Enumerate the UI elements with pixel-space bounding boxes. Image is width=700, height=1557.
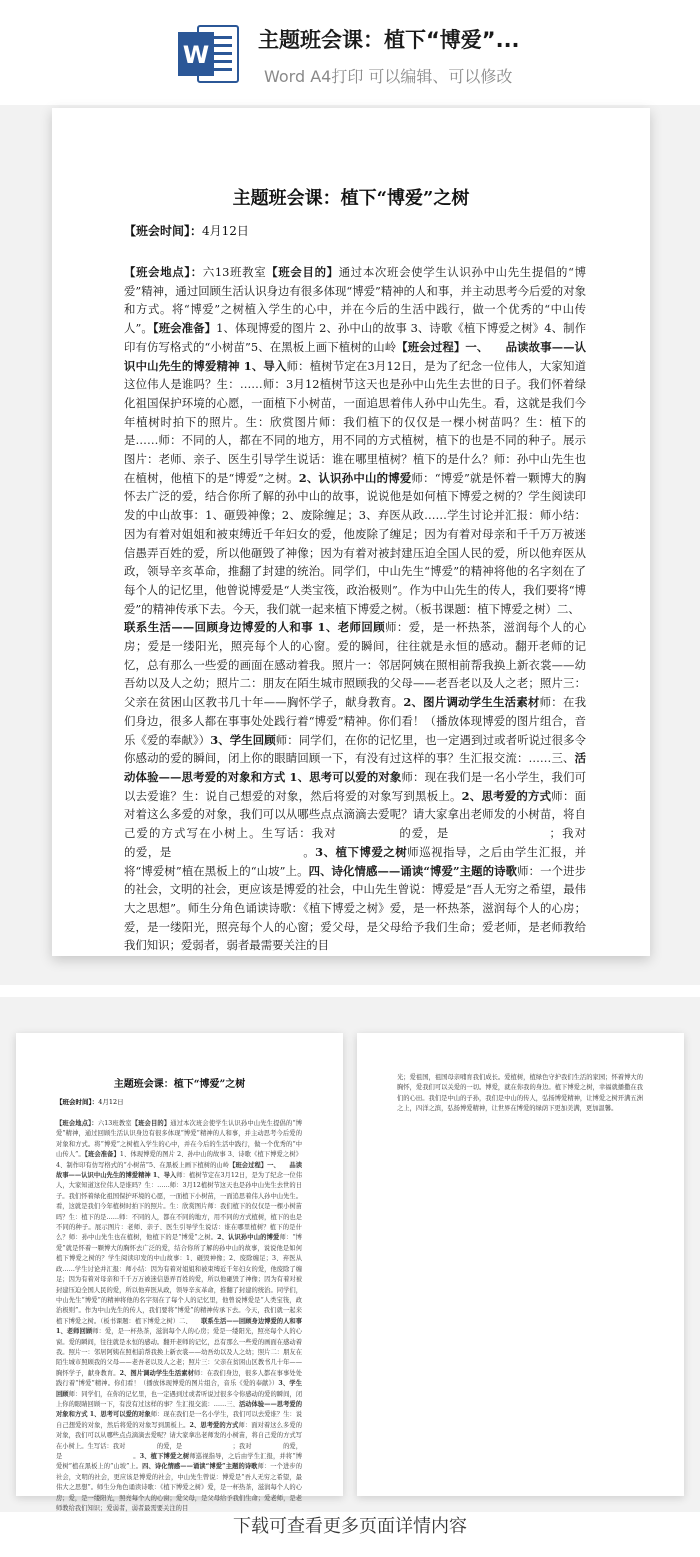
body-segment: 师巡视指导，之后由学生汇报，并将“博爱树”植在黑板上的“山坡”上。 xyxy=(124,844,586,878)
body-segment: 1、体现博爱的图片 2、孙中山的故事 3、诗歌《植下博爱之树》4、制作印有仿写格式的“小树苗”5、在黑板上画下植树的山岭 xyxy=(124,321,586,354)
thumb-segment: 师：一个进步的社会，文明的社会，更应该是博爱的社会，中山先生曾说：博爱是“吾人无穷之希望，最伟大之思想”。师生分角色诵读诗歌：《植下博爱之树》爱，是一杯热茶，滋润每个人的心房；爱，是一缕阳光，照亮每个人的心窗；爱父母，是父母给予我们生命；爱老师，是老师教给我们知识；爱弱者，弱者最需要关注的目 xyxy=(56,1463,302,1513)
thumb-segment: 2、认识孙中山的博爱 xyxy=(217,1234,280,1242)
thumb-page2-text: 光；爱祖国，祖国母亲哺育我们成长。爱植树，植绿色守护我们生活的家园；怀着博大的胸怀，爱我们可以关爱的一切。博爱，就在你我的身边。植下博爱之树，幸福就播撒在我们的心田。我们是中山的子孙，我们是中山的传人，弘扬博爱精神，让博爱之树开满五洲之上，四洋之滨，弘扬博爱精神，让世界在博爱的绿荫下更加美满，更加温馨。 xyxy=(397,1074,643,1113)
thumb-title: 主题班会课：植下“博爱”之树 xyxy=(113,1079,246,1090)
thumb-segment: 2、思考爱的方式 xyxy=(189,1421,239,1429)
download-more-text: 下载可查看更多页面详情内容 xyxy=(0,1512,700,1557)
body-segment: 师：面对着这么多爱的对象，我们可以从哪些点点滴滴去爱呢？请大家拿出老师发的小树苗，将自己爱的方式写在小树上。生写话：我对 的爱，是 ；我对 的爱，是 。 xyxy=(124,788,643,859)
file-title: 主题班会课：植下“博爱”... xyxy=(258,28,520,52)
thumb-segment: 活动体验——思考爱的对象和方式 1、思考可以爱的对象 xyxy=(56,1400,302,1419)
svg-text:W: W xyxy=(182,41,210,69)
body-segment: 2、图片调动学生生活素材 xyxy=(403,695,540,710)
thumb-segment: 联系生活——回顾身边博爱的人和事 1、老师回顾 xyxy=(56,1317,303,1336)
thumb-segment: 师：爱，是一杯热茶，滋润每个人的心房；爱是一缕阳光，照亮每个人的心窗。爱的瞬间，往往就是永恒的感动。翻开老师的记忆，总有那么一些爱的画面在感动着我。照片一：邻居阿姨在照相前帮我换上新衣裳——幼吾幼以及人之幼；照片二：朋友在陌生城市照顾我的父母——老吾老以及人之老；照片三：父亲在贫困山区教书几十年——胸怀学子，献身教育。 xyxy=(56,1328,302,1377)
body-segment: 3、学生回顾 xyxy=(210,732,276,747)
thumb-segment: 【班会目的】 xyxy=(131,1120,171,1127)
class-time xyxy=(124,222,249,239)
page-thumbnail-2[interactable] xyxy=(357,1033,684,1496)
body-segment: 师：同学们，在你的记忆里，也一定遇到过或者听说过很多令你感动的爱的瞬间，闭上你的眼睛回顾一下，有没有过这样的事？生汇报交流：……三、 xyxy=(124,732,586,766)
header xyxy=(0,0,700,105)
thumb-segment: 【班会过程】一、 品读故事——认识中山先生的博爱精神 1、导入 xyxy=(56,1161,303,1180)
thumb-segment: 3、植下博爱之树 xyxy=(139,1453,190,1460)
document-body xyxy=(124,263,643,953)
body-segment: 师：现在我们是一名小学生，我们可以去爱谁？生：说自己想爱的对象，然后将爱的对象写到黑板上。 xyxy=(124,769,586,803)
divider xyxy=(0,985,700,997)
thumb-segment: 师巡视指导，之后由学生汇报，并将“博爱树”植在黑板上的“山坡”上。 xyxy=(56,1453,303,1471)
file-subtitle: Word A4打印 可以编辑、可以修改 xyxy=(264,67,513,86)
body-segment: 2、认识孙中山的博爱 xyxy=(298,470,412,485)
body-segment: 师：爱，是一杯热茶，滋润每个人的心房；爱是一缕阳光，照亮每个人的心窗。爱的瞬间，往往就是永恒的感动。翻开老师的记忆，总有那么一些爱的画面在感动着我。照片一：邻居阿姨在照相前帮我换上新衣裳——幼吾幼以及人之幼；照片二：朋友在陌生城市照顾我的父母——老吾老以及人之老；照片三：父亲在贫困山区教书几十年——胸怀学子，献身教育。 xyxy=(124,620,586,710)
preview-area xyxy=(0,105,700,985)
thumb-segment: 2、图片调动学生生活素材 xyxy=(119,1369,194,1377)
body-segment: 【班会地点】： xyxy=(124,265,203,279)
body-segment: 六13班教室 xyxy=(202,265,267,279)
thumb-segment: 【班会地点】： xyxy=(56,1120,98,1127)
class-time-value: 4月12日 xyxy=(202,224,249,238)
thumb-time-value: 4月12日 xyxy=(98,1098,124,1106)
thumb-segment: 六13班教室 xyxy=(97,1120,132,1127)
thumb-segment: 1、体现博爱的图片 2、孙中山的故事 3、诗歌《植下博爱之树》4、制作印有仿写格式的“小树苗”5、在黑板上画下植树的山岭 xyxy=(56,1151,302,1169)
page-thumbnail-1[interactable] xyxy=(16,1033,343,1513)
thumb-segment: 四、诗化情感——诵读“博爱”主题的诗歌 xyxy=(142,1463,258,1471)
body-segment: 3、植下博爱之树 xyxy=(315,844,408,859)
body-segment: 师：植树节定在3月12日，是为了纪念一位伟人，大家知道这位伟人是谁吗？生：……师：3月12植树节这天也是孙中山先生去世的日子。我们怀着绿化祖国保护环境的心愿，一面植下小树苗，一面追思着伟人孙中山先生。看，这就是我们今年植树时拍下的照片。生：欣赏图片师：我们植下的仅仅是一棵小树苗吗？生：植下的是……师：不同的人，都在不同的地方，用不同的方式植树，植下的也是不同的种子。展示图片：老师、亲子、医生引导学生说话：谁在哪里植树？植下的是什么？师：孙中山先生也在植树，他植下的是“博爱”之树。 xyxy=(124,358,586,485)
thumbnail-strip xyxy=(0,997,700,1512)
thumb-body xyxy=(56,1119,303,1513)
thumb-time xyxy=(56,1097,124,1106)
document-page[interactable] xyxy=(52,108,650,956)
body-segment: 师：一个进步的社会，文明的社会，更应该是博爱的社会，中山先生曾说：博爱是“吾人无穷之希望，最伟大之思想”。师生分角色诵读诗歌：《植下博爱之树》爱，是一杯热茶，滋润每个人的心房；爱，是一缕阳光，照亮每个人的心窗；爱父母，是父母给予我们生命；爱老师，是老师教给我们知识；爱弱者，弱者最需要关注的目 xyxy=(124,863,586,953)
body-segment: 【班会准备】 xyxy=(152,321,217,336)
thumb-segment: 师：现在我们是一名小学生，我们可以去爱谁？生：说自己想爱的对象，然后将爱的对象写到黑板上。 xyxy=(56,1411,303,1429)
thumb-segment: 师：“博爱”就是怀着一颗博大的胸怀去广泛的爱，结合你所了解的孙中山的故事，说说他是如何植下博爱之树的？学生阅读印发的中山故事：1、砸毁神像；2、废除缠足；3、弃医从政……学生讨论并汇报：师小结：因为有着对姐姐和被束缚近千年妇女的爱，他废除了缠足；因为有着对母亲和千千万万被迷信愚弄百姓的爱，所以他砸毁了神像；因为有着对被封建压迫全国人民的爱，所以他弃医从政，领导辛亥革命，推翻了封建的统治。同学们，中山先生“博爱”的精神将他的名字刻在了每个人的记忆里，他曾说博爱是“人类宝筏，政治极则”。作为中山先生的传人，我们要将“博爱”的精神传承下去。今天，我们就一起来植下博爱之树。（板书课题：植下博爱之树）二、 xyxy=(56,1234,302,1325)
thumb-segment: 师：植树节定在3月12日，是为了纪念一位伟人，大家知道这位伟人是谁吗？生：……师：3月12植树节这天也是孙中山先生去世的日子。我们怀着绿化祖国保护环境的心愿，一面植下小树苗，一面追思着伟人孙中山先生。看，这就是我们今年植树时拍下的照片。生：欣赏图片师：我们植下的仅仅是一棵小树苗吗？生：植下的是……师：不同的人，都在不同的地方，用不同的方式植树，植下的也是不同的种子。展示图片：老师、亲子、医生引导学生说话：谁在哪里植树？植下的是什么？师：孙中山先生也在植树，他植下的是“博爱”之树。 xyxy=(56,1172,302,1242)
body-segment: 师：在我们身边，很多人都在事事处处践行着“博爱”精神。你们看！（播放体现博爱的图片组合，音乐《爱的奉献》） xyxy=(124,695,586,747)
body-segment: 【班会目的】 xyxy=(266,265,339,279)
thumb-segment: 师：同学们，在你的记忆里，也一定遇到过或者听说过很多令你感动的爱的瞬间，闭上你的眼睛回顾一下，有没有过这样的事？生汇报交流：……三、 xyxy=(56,1390,303,1408)
thumb-segment: 师：面对着这么多爱的对象，我们可以从哪些点点滴滴去爱呢？请大家拿出老师发的小树苗，将自己爱的方式写在小树上。生写话：我对 的爱，是 ；我对 的爱，是 。 xyxy=(56,1421,303,1460)
body-segment: 活动体验——思考爱的对象和方式 1、思考可以爱的对象 xyxy=(124,751,586,784)
body-segment: 通过本次班会使学生认识孙中山先生提倡的“博爱”精神，通过回顾生活认识身边有很多体现“博爱”精神的人和事，并主动思考今后爱的对象和方式。将“博爱”之树植入学生的心中，并在今后的生活中践行，做一个优秀的“中山传人”。 xyxy=(124,265,586,336)
word-doc-icon xyxy=(176,22,240,86)
body-segment: 2、思考爱的方式 xyxy=(461,788,552,803)
thumb-segment: 师：在我们身边，很多人都在事事处处践行着“博爱”精神。你们看！（播放体现博爱的图片组合，音乐《爱的奉献》） xyxy=(56,1369,303,1388)
thumb-segment: 通过本次班会使学生认识孙中山先生提倡的“博爱”精神，通过回顾生活认识身边有很多体现“博爱”精神的人和事，并主动思考今后爱的对象和方式。将“博爱”之树植入学生的心中，并在今后的生活中践行，做一个优秀的“中山传人”。 xyxy=(56,1120,303,1159)
body-segment: 师：“博爱”就是怀着一颗博大的胸怀去广泛的爱，结合你所了解的孙中山的故事，说说他是如何植下博爱之树的？学生阅读印发的中山故事：1、砸毁神像；2、废除缠足；3、弃医从政……学生讨论并汇报：师小结：因为有着对姐姐和被束缚近千年妇女的爱，他废除了缠足；因为有着对母亲和千千万万被迷信愚弄百姓的爱，所以他砸毁了神像；因为有着对被封建压迫全国人民的爱，所以他弃医从政，领导辛亥革命，推翻了封建的统治。同学们，中山先生“博爱”的精神将他的名字刻在了每个人的记忆里，他曾说博爱是“人类宝筏，政治极则”。作为中山先生的传人，我们要将“博爱”的精神传承下去。今天，我们就一起来植下博爱之树。（板书课题：植下博爱之树）二、 xyxy=(124,470,586,616)
thumb-segment: 3、学生回顾 xyxy=(56,1380,302,1398)
class-time-label: 【班会时间】： xyxy=(124,224,203,238)
body-segment: 【班会过程】一、 品读故事——认识中山先生的博爱精神 1、导入 xyxy=(124,339,586,373)
thumb-segment: 【班会准备】 xyxy=(84,1151,120,1159)
body-segment: 联系生活——回顾身边博爱的人和事 1、老师回顾 xyxy=(124,601,597,635)
thumb-time-label: 【班会时间】： xyxy=(56,1098,99,1106)
body-segment: 四、诗化情感——诵读“博爱”主题的诗歌 xyxy=(308,863,518,878)
document-title: 主题班会课：植下“博爱”之树 xyxy=(232,188,470,209)
